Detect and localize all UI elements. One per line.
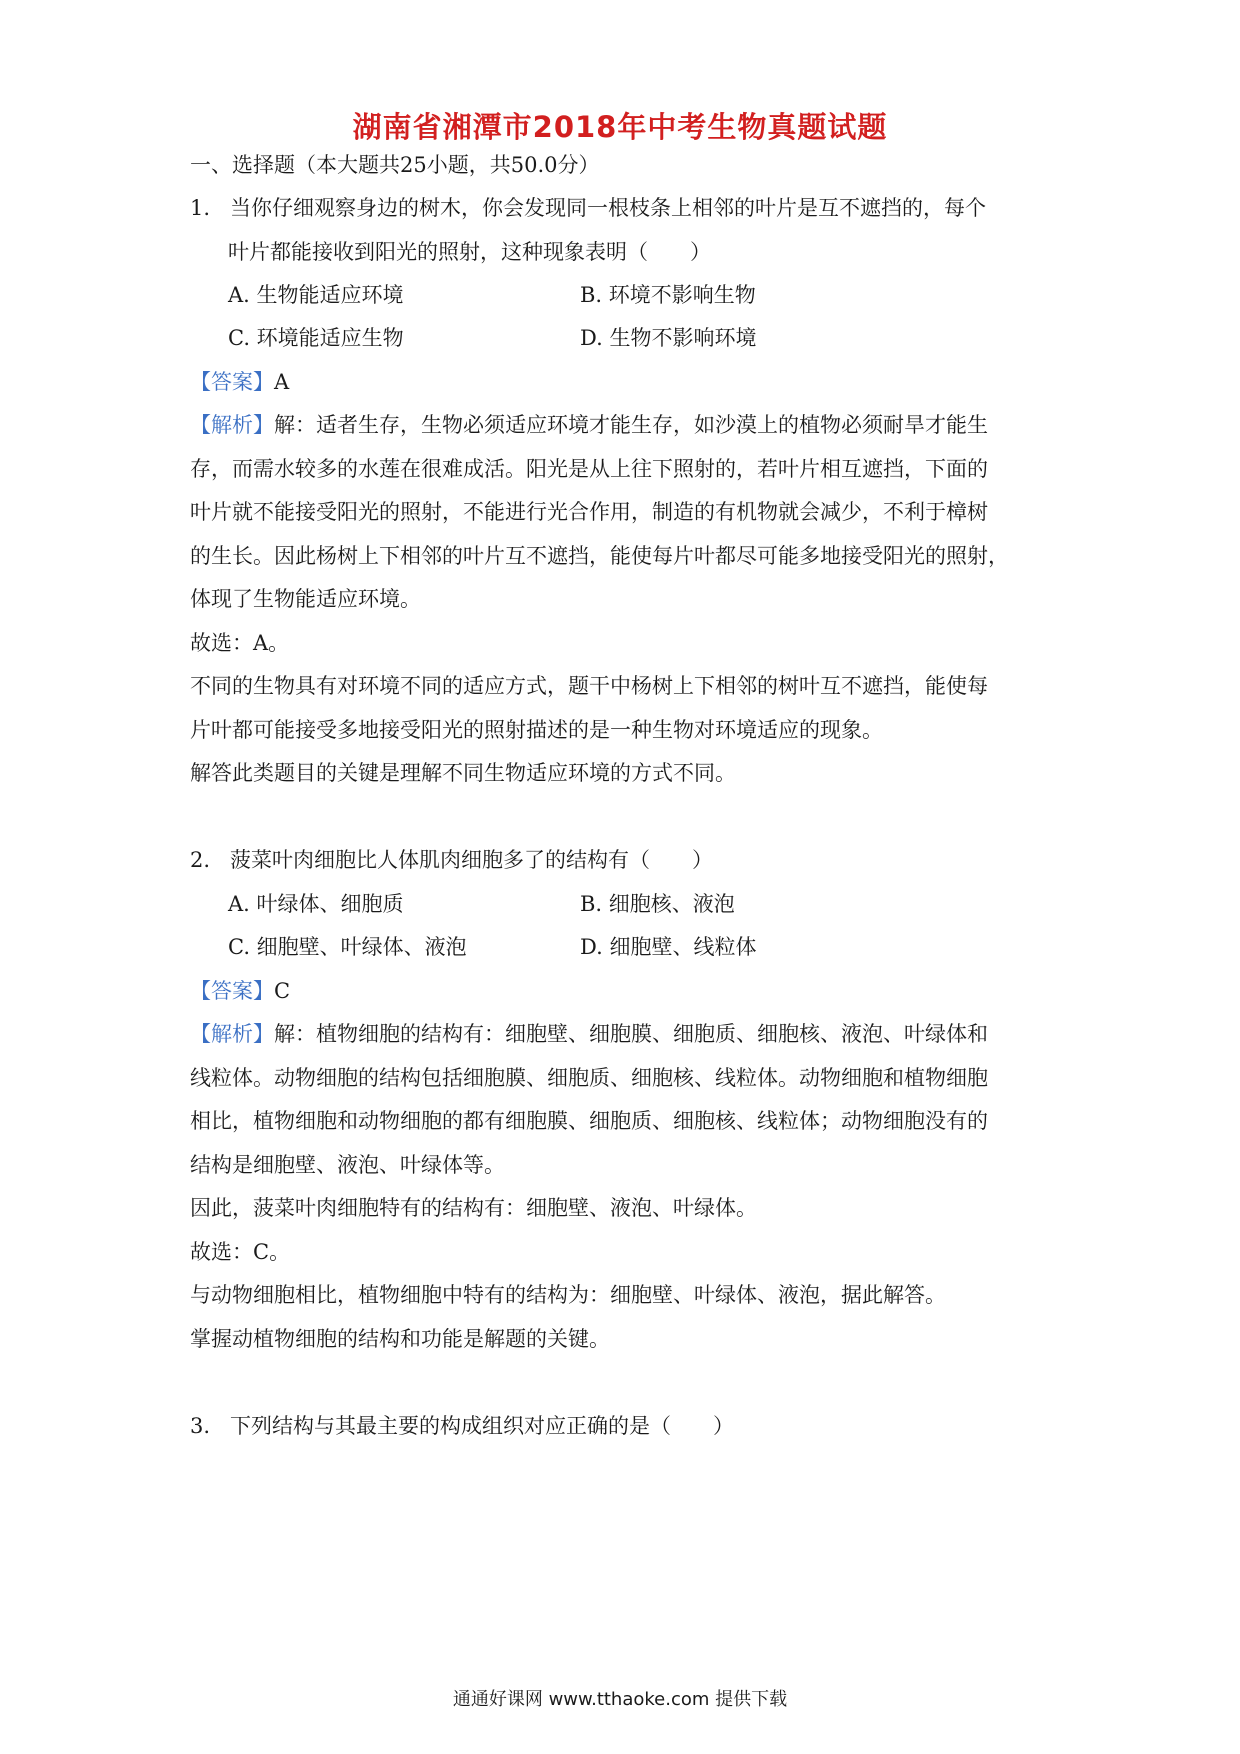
question-2-option-b: B. 细胞核、液泡 — [580, 892, 735, 916]
question-2-analysis-line-5: 因此，菠菜叶肉细胞特有的结构有：细胞壁、液泡、叶绿体。 — [190, 1196, 757, 1220]
question-2-number: 2. — [190, 848, 211, 872]
answer-tag: 【答案】 — [190, 370, 274, 394]
question-1-stem-line-2: 叶片都能接收到阳光的照射，这种现象表明（ ） — [228, 240, 711, 264]
question-1-number: 1. — [190, 196, 211, 220]
question-1-option-c: C. 环境能适应生物 — [228, 326, 404, 350]
page-title: 湖南省湘潭市2018年中考生物真题试题 — [352, 110, 888, 144]
question-1-analysis-line-4: 的生长。因此杨树上下相邻的叶片互不遮挡，能使每片叶都尽可能多地接受阳光的照射， — [190, 544, 1009, 568]
question-2-analysis-line-3: 相比，植物细胞和动物细胞的都有细胞膜、细胞质、细胞核、线粒体；动物细胞没有的 — [190, 1109, 988, 1133]
answer-tag: 【答案】 — [190, 979, 274, 1003]
question-3-stem-line-1: 3. 下列结构与其最主要的构成组织对应正确的是（ ） — [190, 1411, 734, 1441]
analysis-tag: 【解析】 — [190, 1022, 274, 1046]
question-1-answer — [190, 367, 289, 397]
page-footer: 通通好课网 www.tthaoke.com 提供下载 — [452, 1689, 788, 1710]
question-3-number: 3. — [190, 1414, 211, 1438]
question-2-note-line-2: 掌握动植物细胞的结构和功能是解题的关键。 — [190, 1327, 610, 1351]
question-2-option-d: D. 细胞壁、线粒体 — [580, 935, 757, 959]
question-1-option-a: A. 生物能适应环境 — [228, 283, 404, 307]
question-2-analysis-line-4: 结构是细胞壁、液泡、叶绿体等。 — [190, 1153, 505, 1177]
question-1-option-d: D. 生物不影响环境 — [580, 326, 757, 350]
question-1-analysis-line-5: 体现了生物能适应环境。 — [190, 587, 421, 611]
question-2-analysis-line-1: 【解析】解：植物细胞的结构有：细胞壁、细胞膜、细胞质、细胞核、液泡、叶绿体和 — [190, 1022, 988, 1046]
question-1-option-b: B. 环境不影响生物 — [580, 283, 756, 307]
question-1-analysis-line-2: 存，而需水较多的水莲在很难成活。阳光是从上往下照射的，若叶片相互遮挡，下面的 — [190, 457, 988, 481]
answer-value: A — [274, 370, 290, 394]
question-2-choice: 故选：C。 — [190, 1240, 291, 1264]
section-heading: 一、选择题（本大题共25小题，共50.0分） — [190, 153, 600, 177]
analysis-tag: 【解析】 — [190, 413, 274, 437]
question-2-stem-line-1: 2. 菠菜叶肉细胞比人体肌肉细胞多了的结构有（ ） — [190, 845, 713, 875]
answer-value: C — [274, 979, 291, 1003]
question-2-option-a: A. 叶绿体、细胞质 — [228, 892, 404, 916]
question-1-note-line-2: 片叶都可能接受多地接受阳光的照射描述的是一种生物对环境适应的现象。 — [190, 718, 883, 742]
question-2-note-line-1: 与动物细胞相比，植物细胞中特有的结构为：细胞壁、叶绿体、液泡，据此解答。 — [190, 1283, 946, 1307]
question-1-stem-line-1: 1. 当你仔细观察身边的树木，你会发现同一根枝条上相邻的叶片是互不遮挡的，每个 — [190, 193, 986, 223]
question-1-choice: 故选：A。 — [190, 631, 290, 655]
question-1-analysis-line-3: 叶片就不能接受阳光的照射，不能进行光合作用，制造的有机物就会减少，不利于樟树 — [190, 500, 988, 524]
question-2-answer — [190, 976, 290, 1006]
question-1-note-line-3: 解答此类题目的关键是理解不同生物适应环境的方式不同。 — [190, 761, 736, 785]
question-2-analysis-line-2: 线粒体。动物细胞的结构包括细胞膜、细胞质、细胞核、线粒体。动物细胞和植物细胞 — [190, 1066, 988, 1090]
question-1-analysis-line-1: 【解析】解：适者生存，生物必须适应环境才能生存，如沙漠上的植物必须耐旱才能生 — [190, 413, 988, 437]
question-2-option-c: C. 细胞壁、叶绿体、液泡 — [228, 935, 467, 959]
question-1-note-line-1: 不同的生物具有对环境不同的适应方式，题干中杨树上下相邻的树叶互不遮挡，能使每 — [190, 674, 988, 698]
